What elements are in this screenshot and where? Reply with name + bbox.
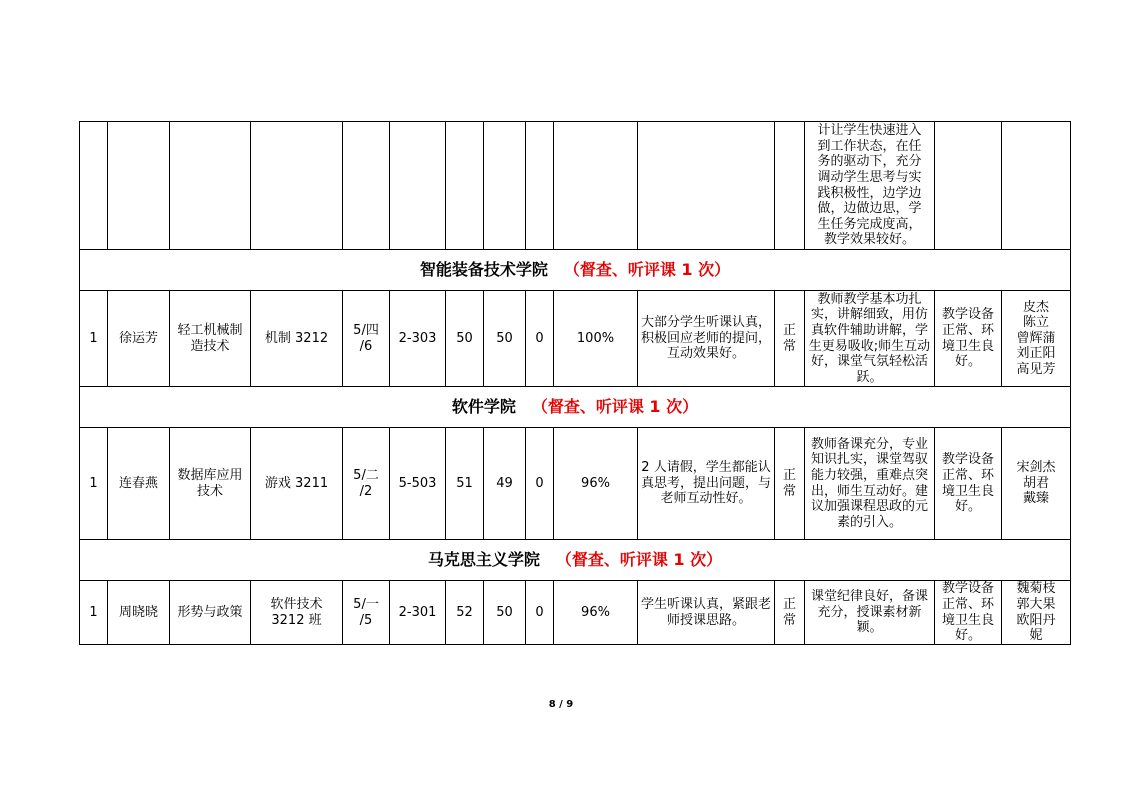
attendance-rate: 100% [554,291,638,387]
section-note: （督查、听评课 1 次） [531,397,699,417]
course-name: 形势与政策 [170,581,251,645]
class-time: 5/四 /6 [343,291,390,387]
table-row-continued [80,122,1071,250]
inspector-name: 陈立 [1022,315,1049,331]
section-header-software [80,387,1071,428]
classroom: 2-301 [390,581,446,645]
college-name: 软件学院 [451,397,516,417]
college-name: 智能装备技术学院 [419,260,548,280]
inspectors [1002,581,1071,645]
class-name: 机制 3212 [251,291,343,387]
assessment-line: 务的驱动下，充分 [817,154,922,170]
inspector-name: 妮 [1029,628,1043,644]
row-index: 1 [80,428,108,540]
absent-count: 0 [526,291,554,387]
teacher-assessment: 课堂纪律良好，备课充分，授课素材新颖。 [805,581,935,645]
inspector-name: 高见芳 [1016,361,1056,377]
inspection-table [79,121,1071,645]
assessment-line: 到工作状态，在任 [817,138,922,154]
teacher-name: 连春燕 [108,428,170,540]
environment: 教学设备正常、环境卫生良好。 [935,581,1002,645]
teacher-assessment: 教师备课充分，专业知识扎实，课堂驾驭能力较强，重难点突出，师生互动好。建议加强课程思政的元素的引入。 [805,428,935,540]
teacher-assessment-cell [805,122,935,250]
enrolled-count: 51 [446,428,484,540]
teacher-assessment: 教师教学基本功扎实，讲解细致，用仿真软件辅助讲解，学生更易吸收;师生互动好，课堂气氛轻松活跃。 [805,291,935,387]
teacher-name: 周晓晓 [108,581,170,645]
inspector-name: 戴臻 [1022,491,1049,507]
enrolled-count: 52 [446,581,484,645]
present-count: 49 [484,428,526,540]
environment: 教学设备正常、环境卫生良好。 [935,291,1002,387]
class-time: 5/二 /2 [343,428,390,540]
inspector-name: 宋剑杰 [1016,460,1056,476]
assessment-line: 做，边做边思，学 [817,201,922,217]
enrolled-count: 50 [446,291,484,387]
teacher-name: 徐运芳 [108,291,170,387]
student-status: 学生听课认真，紧跟老师授课思路。 [638,581,775,645]
inspectors [1002,428,1071,540]
attendance-rate: 96% [554,581,638,645]
course-name: 轻工机械制造技术 [170,291,251,387]
classroom: 5-503 [390,428,446,540]
assessment-line: 教学效果较好。 [823,232,915,248]
inspector-name: 胡君 [1022,475,1049,491]
table-row [80,291,1071,387]
inspector-name: 欧阳丹 [1016,612,1056,628]
college-name: 马克思主义学院 [427,550,540,570]
page-number: 8 / 9 [548,699,574,710]
row-index: 1 [80,291,108,387]
environment: 教学设备正常、环境卫生良好。 [935,428,1002,540]
inspector-name: 郭大果 [1016,596,1056,612]
classroom: 2-303 [390,291,446,387]
absent-count: 0 [526,428,554,540]
present-count: 50 [484,291,526,387]
section-header-intelligent-equipment [80,250,1071,291]
table-row [80,428,1071,540]
row-index: 1 [80,581,108,645]
student-status: 大部分学生听课认真，积极回应老师的提问，互动效果好。 [638,291,775,387]
inspector-name: 皮杰 [1022,299,1049,315]
section-note: （督查、听评课 1 次） [555,550,723,570]
class-name: 游戏 3211 [251,428,343,540]
table-row [80,581,1071,645]
class-time: 5/一 /5 [343,581,390,645]
inspector-name: 刘正阳 [1016,346,1056,362]
course-name: 数据库应用技术 [170,428,251,540]
student-status: 2 人请假，学生都能认真思考，提出问题，与老师互动性好。 [638,428,775,540]
assessment-line: 生任务完成度高， [817,216,922,232]
inspectors [1002,291,1071,387]
class-name: 软件技术 3212 班 [251,581,343,645]
assessment-line: 践积极性，边学边 [817,185,922,201]
section-header-marxism [80,540,1071,581]
present-count: 50 [484,581,526,645]
attendance-rate: 96% [554,428,638,540]
inspector-name: 魏菊枝 [1016,581,1056,597]
class-order: 正常 [775,428,805,540]
assessment-line: 计让学生快速进入 [817,123,922,139]
class-order: 正常 [775,581,805,645]
class-order: 正常 [775,291,805,387]
absent-count: 0 [526,581,554,645]
section-note: （督查、听评课 1 次） [563,260,731,280]
inspector-name: 曾辉蒲 [1016,330,1056,346]
assessment-line: 调动学生思考与实 [817,169,922,185]
